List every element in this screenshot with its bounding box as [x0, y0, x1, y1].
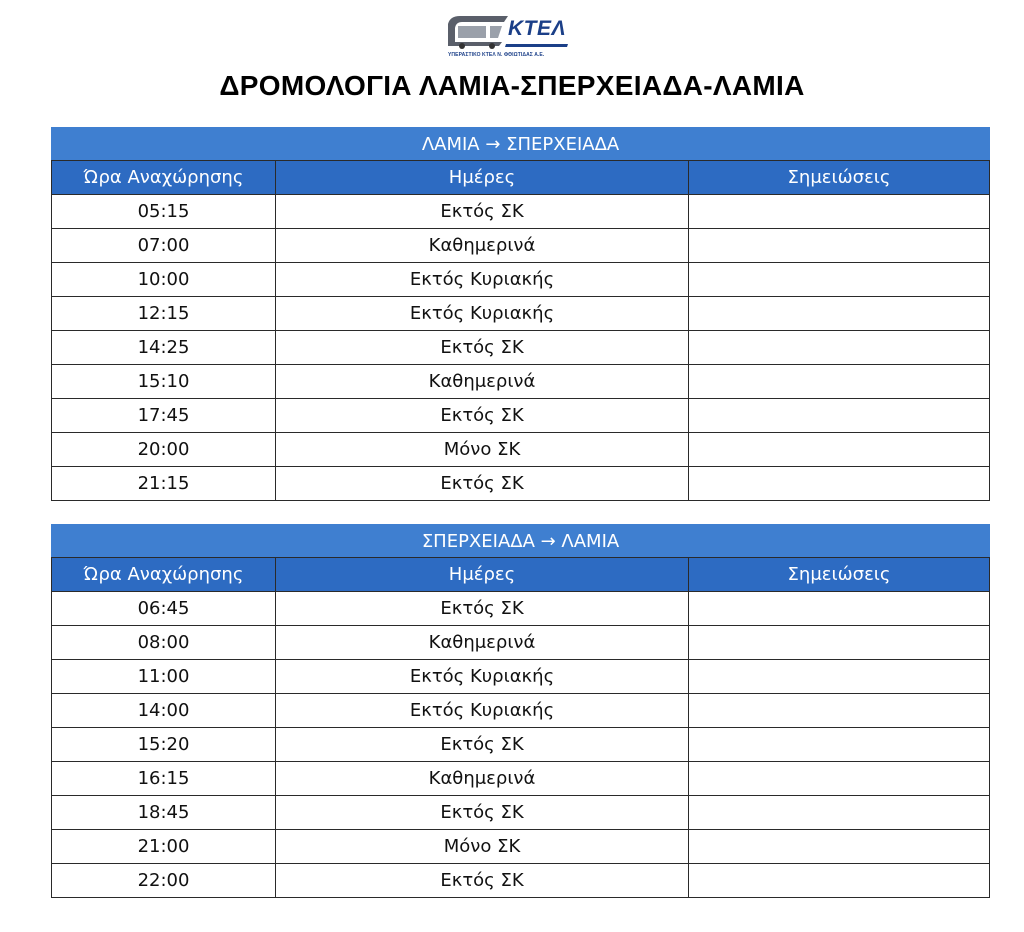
- days-cell: Εκτός ΣΚ: [276, 796, 689, 830]
- departure-time-cell: 16:15: [52, 762, 276, 796]
- days-cell: Καθημερινά: [276, 229, 689, 263]
- departure-time-cell: 15:10: [52, 365, 276, 399]
- table-row: [52, 229, 990, 263]
- column-header-notes: Σημειώσεις: [689, 558, 990, 592]
- departure-time-cell: 12:15: [52, 297, 276, 331]
- days-cell: Καθημερινά: [276, 626, 689, 660]
- days-cell: Εκτός Κυριακής: [276, 263, 689, 297]
- days-cell: Καθημερινά: [276, 762, 689, 796]
- departure-time-cell: 18:45: [52, 796, 276, 830]
- days-cell: Μόνο ΣΚ: [276, 830, 689, 864]
- schedule-table-sperchiada-lamia: [51, 524, 990, 898]
- days-cell: Καθημερινά: [276, 365, 689, 399]
- departure-time-cell: 15:20: [52, 728, 276, 762]
- days-cell: Εκτός ΣΚ: [276, 728, 689, 762]
- notes-cell: [689, 626, 990, 660]
- notes-cell: [689, 433, 990, 467]
- days-cell: Μόνο ΣΚ: [276, 433, 689, 467]
- route-title: ΛΑΜΙΑ → ΣΠΕΡΧΕΙΑΔΑ: [52, 128, 990, 161]
- column-header-days: Ημέρες: [276, 558, 689, 592]
- days-cell: Εκτός ΣΚ: [276, 592, 689, 626]
- days-cell: Εκτός Κυριακής: [276, 660, 689, 694]
- departure-time-cell: 14:25: [52, 331, 276, 365]
- table-row: [52, 592, 990, 626]
- notes-cell: [689, 229, 990, 263]
- table-row: [52, 796, 990, 830]
- notes-cell: [689, 263, 990, 297]
- table-row: [52, 830, 990, 864]
- notes-cell: [689, 467, 990, 501]
- departure-time-cell: 17:45: [52, 399, 276, 433]
- notes-cell: [689, 728, 990, 762]
- table-row: [52, 864, 990, 898]
- days-cell: Εκτός ΣΚ: [276, 331, 689, 365]
- departure-time-cell: 14:00: [52, 694, 276, 728]
- column-header-notes: Σημειώσεις: [689, 161, 990, 195]
- departure-time-cell: 21:15: [52, 467, 276, 501]
- notes-cell: [689, 331, 990, 365]
- departure-time-cell: 07:00: [52, 229, 276, 263]
- notes-cell: [689, 399, 990, 433]
- column-header-departure: Ώρα Αναχώρησης: [52, 558, 276, 592]
- ktel-logo: [446, 12, 570, 58]
- departure-time-cell: 08:00: [52, 626, 276, 660]
- table-row: [52, 467, 990, 501]
- table-row: [52, 694, 990, 728]
- route-title: ΣΠΕΡΧΕΙΑΔΑ → ΛΑΜΙΑ: [52, 525, 990, 558]
- table-row: [52, 399, 990, 433]
- logo-wordmark: ΚΤΕΛ: [508, 17, 567, 40]
- departure-time-cell: 05:15: [52, 195, 276, 229]
- notes-cell: [689, 864, 990, 898]
- table-row: [52, 365, 990, 399]
- notes-cell: [689, 195, 990, 229]
- notes-cell: [689, 762, 990, 796]
- days-cell: Εκτός ΣΚ: [276, 195, 689, 229]
- column-header-departure: Ώρα Αναχώρησης: [52, 161, 276, 195]
- departure-time-cell: 21:00: [52, 830, 276, 864]
- departure-time-cell: 22:00: [52, 864, 276, 898]
- table-row: [52, 728, 990, 762]
- notes-cell: [689, 592, 990, 626]
- notes-cell: [689, 297, 990, 331]
- table-row: [52, 195, 990, 229]
- notes-cell: [689, 830, 990, 864]
- table-row: [52, 433, 990, 467]
- table-row: [52, 297, 990, 331]
- logo-subtitle: ΥΠΕΡΑΣΤΙΚΟ ΚΤΕΛ Ν. ΦΘΙΩΤΙΔΑΣ Α.Ε.: [448, 52, 545, 58]
- table-row: [52, 263, 990, 297]
- schedule-table-lamia-sperchiada: [51, 127, 990, 501]
- notes-cell: [689, 796, 990, 830]
- table-row: [52, 626, 990, 660]
- days-cell: Εκτός Κυριακής: [276, 694, 689, 728]
- table-row: [52, 762, 990, 796]
- table-row: [52, 331, 990, 365]
- days-cell: Εκτός ΣΚ: [276, 399, 689, 433]
- departure-time-cell: 10:00: [52, 263, 276, 297]
- notes-cell: [689, 660, 990, 694]
- departure-time-cell: 11:00: [52, 660, 276, 694]
- notes-cell: [689, 365, 990, 399]
- column-header-days: Ημέρες: [276, 161, 689, 195]
- notes-cell: [689, 694, 990, 728]
- days-cell: Εκτός ΣΚ: [276, 467, 689, 501]
- page-title: ΔΡΟΜΟΛΟΓΙΑ ΛΑΜΙΑ-ΣΠΕΡΧΕΙΑΔΑ-ΛΑΜΙΑ: [219, 70, 805, 101]
- table-row: [52, 660, 990, 694]
- days-cell: Εκτός ΣΚ: [276, 864, 689, 898]
- departure-time-cell: 06:45: [52, 592, 276, 626]
- departure-time-cell: 20:00: [52, 433, 276, 467]
- days-cell: Εκτός Κυριακής: [276, 297, 689, 331]
